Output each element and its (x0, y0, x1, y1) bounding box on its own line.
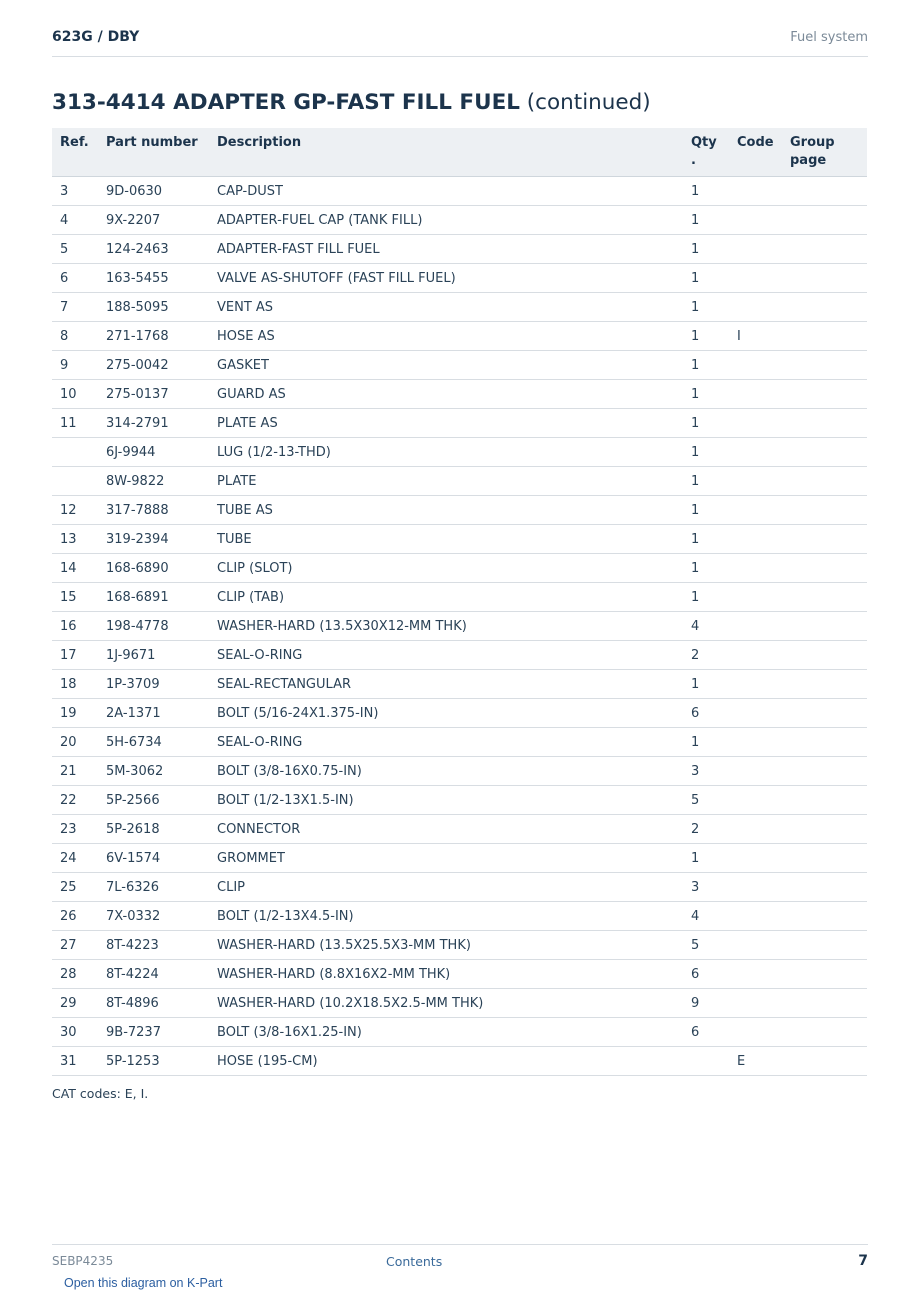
cell-part-number: 319-2394 (106, 532, 169, 547)
cell-ref: 25 (60, 880, 77, 895)
cell-description: HOSE (195-CM) (217, 1054, 318, 1069)
cell-ref: 21 (60, 764, 77, 779)
cell-description: CLIP (SLOT) (217, 561, 293, 576)
cell-ref: 15 (60, 590, 77, 605)
header-qty-line2: . (691, 153, 696, 168)
kpart-link[interactable]: Open this diagram on K-Part (64, 1276, 223, 1290)
cell-part-number: 8T-4223 (106, 938, 159, 953)
cell-ref: 17 (60, 648, 77, 663)
cell-qty: 5 (691, 938, 700, 953)
cell-qty: 1 (691, 445, 700, 460)
table-row (52, 235, 867, 264)
document-id: SEBP4235 (52, 1254, 114, 1268)
cell-description: WASHER-HARD (13.5X30X12-MM THK) (217, 619, 467, 634)
cell-code: I (737, 329, 741, 344)
cell-qty: 1 (691, 590, 700, 605)
cell-qty: 1 (691, 213, 700, 228)
cell-qty: 5 (691, 793, 700, 808)
cell-description: GUARD AS (217, 387, 286, 402)
table-row (52, 902, 867, 931)
cell-ref: 20 (60, 735, 77, 750)
cell-part-number: 275-0042 (106, 358, 169, 373)
table-row (52, 873, 867, 902)
table-row (52, 322, 867, 351)
cell-qty: 6 (691, 967, 700, 982)
cell-description: LUG (1/2-13-THD) (217, 445, 331, 460)
table-row (52, 177, 867, 206)
header-group-line1: Group (790, 135, 835, 150)
parts-table (52, 128, 867, 1076)
cell-description: PLATE (217, 474, 257, 489)
cell-part-number: 275-0137 (106, 387, 169, 402)
cell-description: BOLT (3/8-16X1.25-IN) (217, 1025, 362, 1040)
cell-part-number: 1P-3709 (106, 677, 160, 692)
cell-description: CLIP (217, 880, 245, 895)
section-label: Fuel system (790, 30, 868, 45)
table-row (52, 438, 867, 467)
cell-qty: 1 (691, 474, 700, 489)
cell-qty: 1 (691, 503, 700, 518)
cell-part-number: 5M-3062 (106, 764, 164, 779)
cell-qty: 1 (691, 387, 700, 402)
cell-ref: 12 (60, 503, 77, 518)
cell-qty: 2 (691, 822, 700, 837)
cell-part-number: 317-7888 (106, 503, 169, 518)
cell-qty: 1 (691, 735, 700, 750)
table-row (52, 931, 867, 960)
model-label: 623G / DBY (52, 29, 140, 45)
cell-description: CONNECTOR (217, 822, 301, 837)
cell-description: ADAPTER-FAST FILL FUEL (217, 242, 380, 257)
table-row (52, 960, 867, 989)
cell-qty: 1 (691, 851, 700, 866)
cell-qty: 4 (691, 619, 700, 634)
cell-description: WASHER-HARD (8.8X16X2-MM THK) (217, 967, 451, 982)
cell-description: PLATE AS (217, 416, 278, 431)
header-ref: Ref. (60, 135, 89, 150)
cell-description: BOLT (1/2-13X1.5-IN) (217, 793, 354, 808)
cell-ref: 18 (60, 677, 77, 692)
cell-part-number: 5P-2566 (106, 793, 160, 808)
cell-part-number: 5P-2618 (106, 822, 160, 837)
cell-qty: 6 (691, 706, 700, 721)
cell-description: SEAL-O-RING (217, 735, 303, 750)
cell-part-number: 9B-7237 (106, 1025, 161, 1040)
page-header (52, 28, 868, 57)
cell-part-number: 7L-6326 (106, 880, 160, 895)
cell-description: SEAL-RECTANGULAR (217, 677, 351, 692)
cell-part-number: 8T-4896 (106, 996, 159, 1011)
cell-part-number: 7X-0332 (106, 909, 161, 924)
cell-ref: 22 (60, 793, 77, 808)
table-row (52, 409, 867, 438)
cell-ref: 19 (60, 706, 77, 721)
cell-part-number: 2A-1371 (106, 706, 161, 721)
title-main: 313-4414 ADAPTER GP-FAST FILL FUEL (52, 90, 520, 115)
cell-part-number: 8W-9822 (106, 474, 165, 489)
table-row (52, 554, 867, 583)
cell-qty: 1 (691, 532, 700, 547)
cell-description: TUBE (217, 532, 252, 547)
table-header (52, 128, 867, 177)
cell-qty: 1 (691, 358, 700, 373)
header-group-line2: page (790, 153, 827, 168)
cell-ref: 7 (60, 300, 69, 315)
cell-part-number: 5H-6734 (106, 735, 162, 750)
cell-description: CAP-DUST (217, 184, 283, 199)
cell-part-number: 124-2463 (106, 242, 169, 257)
cell-part-number: 6V-1574 (106, 851, 161, 866)
cell-part-number: 163-5455 (106, 271, 169, 286)
cell-part-number: 314-2791 (106, 416, 169, 431)
cell-description: TUBE AS (217, 503, 273, 518)
title-suffix: (continued) (519, 90, 651, 115)
cell-part-number: 271-1768 (106, 329, 169, 344)
page-footer (52, 1244, 868, 1273)
cell-part-number: 6J-9944 (106, 445, 156, 460)
cell-description: BOLT (3/8-16X0.75-IN) (217, 764, 362, 779)
table-row (52, 496, 867, 525)
cell-qty: 1 (691, 416, 700, 431)
cell-ref: 29 (60, 996, 77, 1011)
cell-description: BOLT (5/16-24X1.375-IN) (217, 706, 379, 721)
cell-qty: 2 (691, 648, 700, 663)
cell-description: CLIP (TAB) (217, 590, 285, 605)
table-row (52, 264, 867, 293)
cell-qty: 9 (691, 996, 700, 1011)
cell-description: WASHER-HARD (10.2X18.5X2.5-MM THK) (217, 996, 484, 1011)
cell-code: E (737, 1054, 746, 1069)
header-part-number: Part number (106, 135, 198, 150)
table-row (52, 699, 867, 728)
table-row (52, 206, 867, 235)
cell-part-number: 9X-2207 (106, 213, 161, 228)
cell-part-number: 1J-9671 (106, 648, 156, 663)
cell-part-number: 198-4778 (106, 619, 169, 634)
cell-ref: 6 (60, 271, 69, 286)
cell-ref: 4 (60, 213, 69, 228)
header-qty (691, 134, 717, 170)
table-row (52, 380, 867, 409)
table-row (52, 641, 867, 670)
table-row (52, 815, 867, 844)
cell-qty: 1 (691, 271, 700, 286)
cell-ref: 26 (60, 909, 77, 924)
cell-ref: 28 (60, 967, 77, 982)
cell-ref: 9 (60, 358, 69, 373)
cell-description: GROMMET (217, 851, 285, 866)
cell-description: VENT AS (217, 300, 274, 315)
table-row (52, 989, 867, 1018)
cell-ref: 31 (60, 1054, 77, 1069)
cell-part-number: 5P-1253 (106, 1054, 160, 1069)
page-title (52, 90, 651, 115)
header-code: Code (737, 135, 774, 150)
cell-part-number: 188-5095 (106, 300, 169, 315)
cell-description: BOLT (1/2-13X4.5-IN) (217, 909, 354, 924)
table-row (52, 583, 867, 612)
cell-qty: 1 (691, 561, 700, 576)
cell-description: WASHER-HARD (13.5X25.5X3-MM THK) (217, 938, 471, 953)
table-row (52, 670, 867, 699)
cell-ref: 23 (60, 822, 77, 837)
cell-qty: 3 (691, 764, 700, 779)
cell-ref: 16 (60, 619, 77, 634)
cell-qty: 1 (691, 677, 700, 692)
cell-qty: 6 (691, 1025, 700, 1040)
table-row (52, 1047, 867, 1076)
cell-qty: 1 (691, 329, 700, 344)
table-row (52, 467, 867, 496)
cell-ref: 24 (60, 851, 77, 866)
cell-part-number: 168-6890 (106, 561, 169, 576)
cell-part-number: 168-6891 (106, 590, 169, 605)
header-group-page (790, 134, 835, 170)
table-row (52, 612, 867, 641)
cell-ref: 13 (60, 532, 77, 547)
cell-ref: 11 (60, 416, 77, 431)
cell-ref: 10 (60, 387, 77, 402)
cell-ref: 27 (60, 938, 77, 953)
table-row (52, 351, 867, 380)
cell-description: GASKET (217, 358, 269, 373)
cell-qty: 1 (691, 242, 700, 257)
cell-qty: 3 (691, 880, 700, 895)
table-row (52, 293, 867, 322)
cell-description: VALVE AS-SHUTOFF (FAST FILL FUEL) (217, 271, 456, 286)
cell-qty: 1 (691, 184, 700, 199)
cell-part-number: 9D-0630 (106, 184, 163, 199)
table-row (52, 1018, 867, 1047)
cell-part-number: 8T-4224 (106, 967, 159, 982)
page-number: 7 (858, 1253, 868, 1269)
cell-qty: 1 (691, 300, 700, 315)
table-row (52, 844, 867, 873)
cell-ref: 30 (60, 1025, 77, 1040)
cell-description: ADAPTER-FUEL CAP (TANK FILL) (217, 213, 423, 228)
cell-ref: 5 (60, 242, 69, 257)
cat-codes-note: CAT codes: E, I. (52, 1086, 149, 1101)
cell-description: HOSE AS (217, 329, 275, 344)
cell-ref: 14 (60, 561, 77, 576)
cell-qty: 4 (691, 909, 700, 924)
cell-ref: 8 (60, 329, 69, 344)
header-qty-line1: Qty (691, 135, 717, 150)
table-row (52, 728, 867, 757)
contents-link[interactable]: Contents (386, 1254, 443, 1269)
table-row (52, 757, 867, 786)
table-row (52, 525, 867, 554)
header-description: Description (217, 135, 302, 150)
table-body (52, 177, 867, 1076)
cell-ref: 3 (60, 184, 69, 199)
table-row (52, 786, 867, 815)
cell-description: SEAL-O-RING (217, 648, 303, 663)
